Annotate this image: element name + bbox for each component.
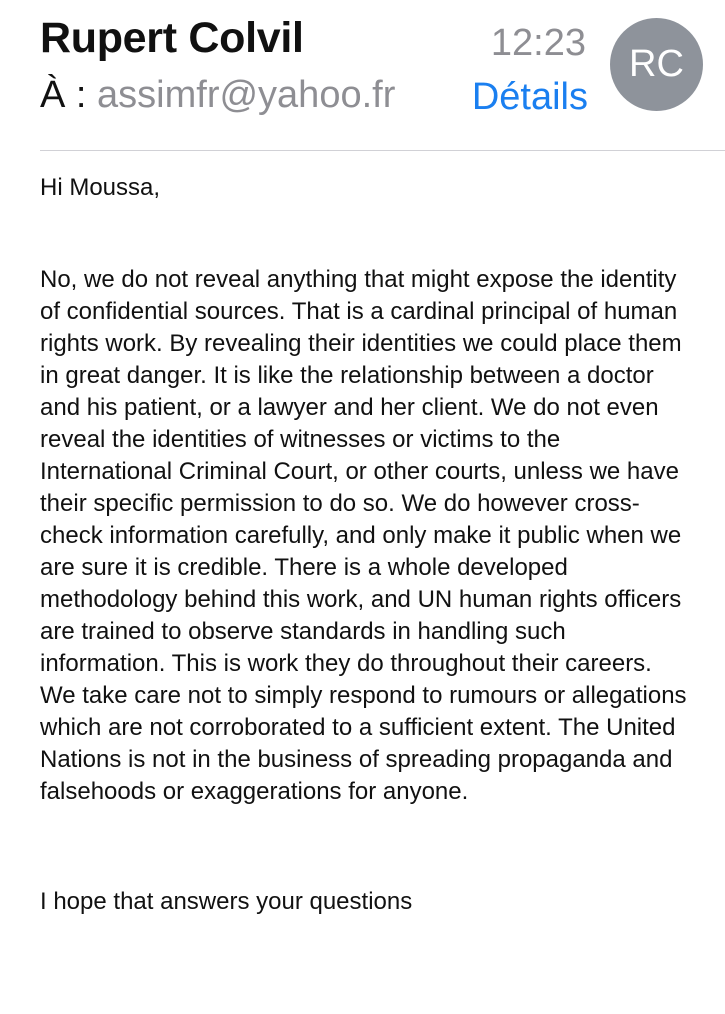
- details-link[interactable]: Détails: [471, 76, 588, 118]
- sender-name[interactable]: Rupert Colvil: [40, 14, 304, 62]
- header-divider: [40, 150, 725, 151]
- email-header: [0, 0, 725, 150]
- recipient-address[interactable]: assimfr@yahoo.fr: [97, 74, 396, 116]
- sender-avatar[interactable]: [610, 18, 703, 111]
- to-label: À :: [40, 74, 98, 116]
- avatar-initials: RC: [629, 43, 684, 85]
- message-body: [40, 172, 690, 918]
- message-greeting: Hi Moussa,: [40, 174, 161, 201]
- recipient-line: [40, 74, 395, 117]
- message-time: 12:23: [490, 22, 586, 64]
- message-closing: I hope that answers your questions: [40, 888, 413, 915]
- message-paragraph: No, we do not reveal anything that might expose the identity of confidential sources. That is a cardinal principal of human rights work. By revealing their identities we could place them in great danger. It is like the relationship between a doctor and his patient, or a lawyer and her client. We do not even reveal the identities of witnesses or victims to the International Criminal Court, or other courts, unless we have their specific permission to do so. We do however cross-check information carefully, and only make it public when we are sure it is credible. There is a whole developed methodology behind this work, and UN human rights officers are trained to observe standards in handling such information. This is work they do throughout their careers. We take care not to simply respond to rumours or allegations which are not corroborated to a sufficient extent. The United Nations is not in the business of spreading propaganda and falsehoods or exaggerations for anyone.: [40, 266, 687, 805]
